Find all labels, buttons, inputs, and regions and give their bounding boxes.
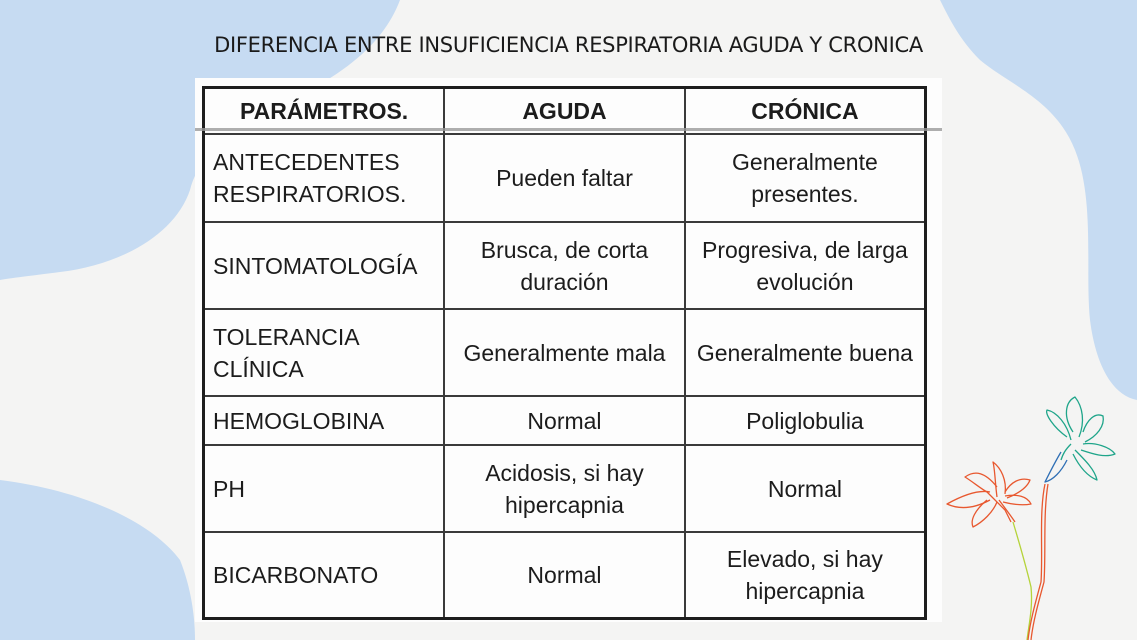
- cell-line: RESPIRATORIOS.: [213, 181, 407, 207]
- orange-flower-stem: [1013, 522, 1032, 640]
- cell-line: presentes.: [751, 181, 859, 207]
- cronica-cell: [685, 445, 926, 532]
- flower-illustration-icon: [935, 392, 1125, 640]
- slide-title: DIFERENCIA ENTRE INSUFICIENCIA RESPIRATORIA AGUDA Y CRONICA: [214, 33, 923, 57]
- cell-line: ANTECEDENTES: [213, 149, 400, 175]
- cronica-cell: [685, 134, 926, 222]
- aguda-cell: [444, 532, 685, 618]
- cronica-cell: [685, 532, 926, 618]
- cronica-cell: [685, 396, 926, 445]
- param-cell: [204, 532, 445, 618]
- cell-line: Brusca, de corta: [480, 236, 649, 263]
- cell-line: Normal: [527, 561, 602, 588]
- cell-line: Acidosis, si hay: [485, 459, 644, 486]
- cell-line: duración: [520, 268, 609, 295]
- right-blue-blob: [940, 0, 1137, 400]
- table-row: [204, 396, 926, 445]
- cell-line: evolución: [756, 268, 854, 295]
- param-cell: [204, 309, 445, 396]
- comparison-table: [202, 86, 927, 620]
- table-row: [204, 134, 926, 222]
- table-row: [204, 309, 926, 396]
- param-cell: [204, 134, 445, 222]
- cell-line: Generalmente: [732, 149, 878, 175]
- cell-line: Progresiva, de larga: [701, 236, 908, 263]
- table-row: [204, 532, 926, 618]
- cell-line: SINTOMATOLOGÍA: [213, 252, 418, 279]
- cell-line: Normal: [767, 475, 842, 502]
- cell-line: HEMOGLOBINA: [213, 407, 385, 434]
- orange-flower-icon: [947, 462, 1031, 527]
- cell-line: TOLERANCIA: [213, 323, 360, 350]
- header-aguda: AGUDA: [444, 88, 685, 135]
- header-divider-line: [195, 128, 942, 131]
- cell-line: Elevado, si hay: [726, 545, 883, 572]
- aguda-cell: [444, 445, 685, 532]
- cell-line: Generalmente buena: [696, 339, 913, 366]
- aguda-cell: [444, 309, 685, 396]
- blue-flower-base: [1045, 452, 1067, 482]
- table-row: [204, 445, 926, 532]
- param-cell: [204, 222, 445, 309]
- param-cell: [204, 445, 445, 532]
- header-cronica: CRÓNICA: [685, 88, 926, 135]
- cell-line: Pueden faltar: [496, 165, 633, 191]
- cronica-cell: [685, 309, 926, 396]
- cell-line: CLÍNICA: [213, 355, 304, 382]
- cell-line: Normal: [527, 407, 602, 434]
- cronica-cell: [685, 222, 926, 309]
- aguda-cell: [444, 222, 685, 309]
- table-row: [204, 222, 926, 309]
- cell-line: hipercapnia: [505, 491, 624, 518]
- cell-line: hipercapnia: [745, 577, 865, 604]
- header-parametros: PARÁMETROS.: [204, 88, 445, 135]
- cell-line: PH: [213, 475, 245, 502]
- aguda-cell: [444, 396, 685, 445]
- cell-line: Poliglobulia: [746, 407, 864, 434]
- cell-line: Generalmente mala: [463, 339, 666, 366]
- param-cell: [204, 396, 445, 445]
- aguda-cell: [444, 134, 685, 222]
- teal-flower-icon: [1047, 397, 1115, 480]
- comparison-table-image: [195, 78, 942, 622]
- bottom-left-blue-blob: [0, 480, 195, 640]
- cell-line: BICARBONATO: [213, 561, 379, 588]
